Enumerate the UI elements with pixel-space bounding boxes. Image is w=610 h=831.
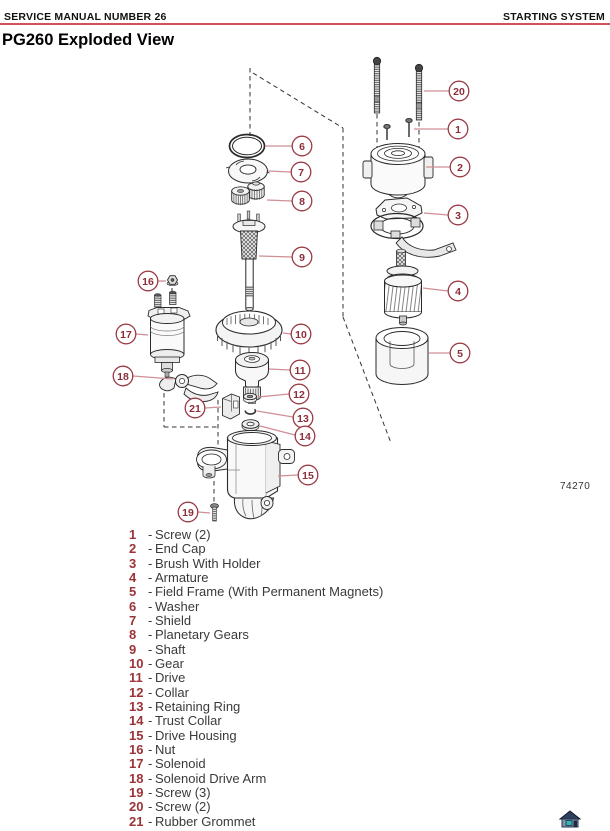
part-name: Screw (2) xyxy=(155,799,211,815)
callout-number: 9 xyxy=(299,251,305,264)
part-number: 19 xyxy=(129,784,144,800)
part-name: Field Frame (With Permanent Magnets) xyxy=(155,584,384,600)
part-separator: - xyxy=(148,684,153,700)
callout-number: 11 xyxy=(294,364,306,377)
parts-list-item xyxy=(0,571,610,585)
part-name: Shield xyxy=(155,612,192,628)
part-screws-1 xyxy=(384,119,412,141)
callout-leader-line xyxy=(267,200,292,201)
parts-list-item xyxy=(0,643,610,657)
part-name: Drive Housing xyxy=(155,727,237,743)
part-name: Armature xyxy=(155,569,209,585)
callout-3 xyxy=(424,205,468,225)
page-title: PG260 Exploded View xyxy=(2,31,175,49)
parts-list-item xyxy=(0,657,610,671)
parts-list-item xyxy=(0,800,610,814)
part-field-frame xyxy=(376,328,428,385)
part-name: Shaft xyxy=(155,641,186,657)
callout-13 xyxy=(257,408,313,428)
part-collar xyxy=(244,393,257,402)
callout-number: 8 xyxy=(299,195,305,208)
part-separator: - xyxy=(148,527,153,542)
part-name: Brush With Holder xyxy=(155,555,261,571)
part-separator: - xyxy=(148,741,153,757)
parts-list-item xyxy=(0,585,610,599)
part-shield xyxy=(226,159,270,183)
part-name: Gear xyxy=(155,655,184,671)
part-number: 7 xyxy=(129,612,137,628)
callout-leader-line xyxy=(205,407,221,408)
callout-number: 6 xyxy=(299,140,305,153)
callout-10 xyxy=(283,324,311,344)
parts-list xyxy=(0,528,610,829)
callout-leader-line xyxy=(257,411,293,417)
part-name: Planetary Gears xyxy=(155,627,249,643)
callout-5 xyxy=(429,343,470,363)
part-number: 11 xyxy=(129,670,143,686)
part-name: End Cap xyxy=(155,541,206,557)
part-separator: - xyxy=(148,627,153,643)
callout-number: 16 xyxy=(142,275,154,288)
parts-list-item xyxy=(0,600,610,614)
part-separator: - xyxy=(148,698,153,714)
part-name: Washer xyxy=(155,598,200,614)
part-separator: - xyxy=(148,727,153,743)
part-screw-19 xyxy=(211,504,219,521)
parts-list-item xyxy=(0,528,610,542)
callout-leader-line xyxy=(136,334,148,335)
callout-leader-line xyxy=(259,256,292,257)
part-separator: - xyxy=(148,655,153,671)
part-number: 17 xyxy=(129,756,144,772)
callout-11 xyxy=(269,360,310,380)
parts-list-item xyxy=(0,815,610,829)
callout-leader-line xyxy=(424,213,448,215)
parts-list-item xyxy=(0,628,610,642)
part-number: 16 xyxy=(129,741,144,757)
parts-list-item xyxy=(0,614,610,628)
part-separator: - xyxy=(148,670,153,686)
part-name: Collar xyxy=(155,684,189,700)
part-separator: - xyxy=(148,584,153,600)
part-number: 14 xyxy=(129,713,144,729)
part-brush-holder xyxy=(371,198,456,257)
callout-leader-line xyxy=(198,512,210,513)
callout-number: 5 xyxy=(457,347,463,360)
part-planetary-gears xyxy=(232,182,265,205)
callout-number: 7 xyxy=(298,166,304,179)
callout-leader-line xyxy=(258,394,289,397)
callout-6 xyxy=(265,136,312,156)
callout-9 xyxy=(259,247,312,267)
part-name: Solenoid Drive Arm xyxy=(155,770,267,786)
part-number: 21 xyxy=(129,813,144,829)
callout-number: 21 xyxy=(189,402,201,415)
parts-list-item xyxy=(0,729,610,743)
construction-lines xyxy=(164,68,419,504)
parts-list-item xyxy=(0,714,610,728)
part-number: 1 xyxy=(129,527,137,542)
part-number: 13 xyxy=(129,698,144,714)
callout-number: 13 xyxy=(297,412,309,425)
part-separator: - xyxy=(148,541,153,557)
part-number: 3 xyxy=(129,555,137,571)
part-separator: - xyxy=(148,770,153,786)
parts-list-item xyxy=(0,743,610,757)
part-name: Nut xyxy=(155,741,176,757)
part-separator: - xyxy=(148,784,153,800)
part-number: 6 xyxy=(129,598,137,614)
part-gear xyxy=(216,311,282,355)
callout-number: 14 xyxy=(299,430,311,443)
part-separator: - xyxy=(148,598,153,614)
parts-list-item xyxy=(0,772,610,786)
part-separator: - xyxy=(148,569,153,585)
callout-number: 1 xyxy=(455,123,461,136)
part-separator: - xyxy=(148,555,153,571)
part-number: 15 xyxy=(129,727,144,743)
part-solenoid xyxy=(148,291,190,377)
part-armature xyxy=(385,249,422,325)
callout-number: 10 xyxy=(295,328,307,341)
part-name: Screw (2) xyxy=(155,527,211,542)
part-trust-collar xyxy=(242,420,259,431)
part-number: 2 xyxy=(129,541,137,557)
callout-number: 18 xyxy=(117,370,129,383)
part-name: Trust Collar xyxy=(155,713,222,729)
part-separator: - xyxy=(148,612,153,628)
part-number: 8 xyxy=(129,627,137,643)
part-retaining-ring xyxy=(245,409,255,414)
callout-7 xyxy=(268,162,311,182)
part-name: Screw (3) xyxy=(155,784,211,800)
parts-list-item xyxy=(0,686,610,700)
part-nut xyxy=(167,276,178,286)
part-separator: - xyxy=(148,813,153,829)
part-number: 5 xyxy=(129,584,137,600)
part-name: Solenoid xyxy=(155,756,206,772)
part-name: Rubber Grommet xyxy=(155,813,256,829)
part-number: 20 xyxy=(129,799,144,815)
parts-list-item xyxy=(0,557,610,571)
callout-number: 17 xyxy=(120,328,132,341)
callout-leader-line xyxy=(269,369,290,370)
callout-16 xyxy=(138,271,166,291)
part-washer xyxy=(230,135,265,158)
callout-19 xyxy=(178,502,210,522)
parts-list-item xyxy=(0,786,610,800)
part-end-cap xyxy=(363,144,433,198)
part-number: 18 xyxy=(129,770,144,786)
callout-12 xyxy=(258,384,309,404)
callout-8 xyxy=(267,191,312,211)
part-screws-20 xyxy=(373,57,422,120)
part-number: 12 xyxy=(129,684,144,700)
callout-17 xyxy=(116,324,148,344)
callout-number: 2 xyxy=(457,161,463,174)
part-separator: - xyxy=(148,641,153,657)
callout-20 xyxy=(424,81,469,101)
part-name: Retaining Ring xyxy=(155,698,241,714)
callout-number: 12 xyxy=(293,388,305,401)
callout-number: 20 xyxy=(453,85,465,98)
callout-number: 4 xyxy=(455,285,461,298)
callout-15 xyxy=(278,465,318,485)
parts-list-item xyxy=(0,757,610,771)
header-left-title: SERVICE MANUAL NUMBER 26 xyxy=(4,11,167,23)
part-number: 4 xyxy=(129,569,137,585)
part-shaft xyxy=(233,211,265,311)
part-name: Drive xyxy=(155,670,186,686)
callout-leader-line xyxy=(268,171,291,172)
callout-leader-line xyxy=(283,333,291,334)
callout-number: 19 xyxy=(182,506,194,519)
callout-number: 15 xyxy=(302,469,314,482)
part-number: 9 xyxy=(129,641,137,657)
callout-leader-line xyxy=(278,475,298,476)
callout-number: 3 xyxy=(455,209,461,222)
header-right-title: STARTING SYSTEM xyxy=(503,11,605,23)
part-separator: - xyxy=(148,756,153,772)
home-icon[interactable] xyxy=(559,810,581,828)
callout-4 xyxy=(423,281,468,301)
part-number: 10 xyxy=(129,655,144,671)
parts-list-item xyxy=(0,542,610,556)
callout-leader-line xyxy=(423,288,448,291)
parts-list-item xyxy=(0,700,610,714)
part-rubber-grommet xyxy=(223,394,240,419)
part-separator: - xyxy=(148,713,153,729)
part-separator: - xyxy=(148,799,153,815)
parts-list-item xyxy=(0,671,610,685)
figure-code: 74270 xyxy=(560,481,591,492)
callout-1 xyxy=(414,119,468,139)
